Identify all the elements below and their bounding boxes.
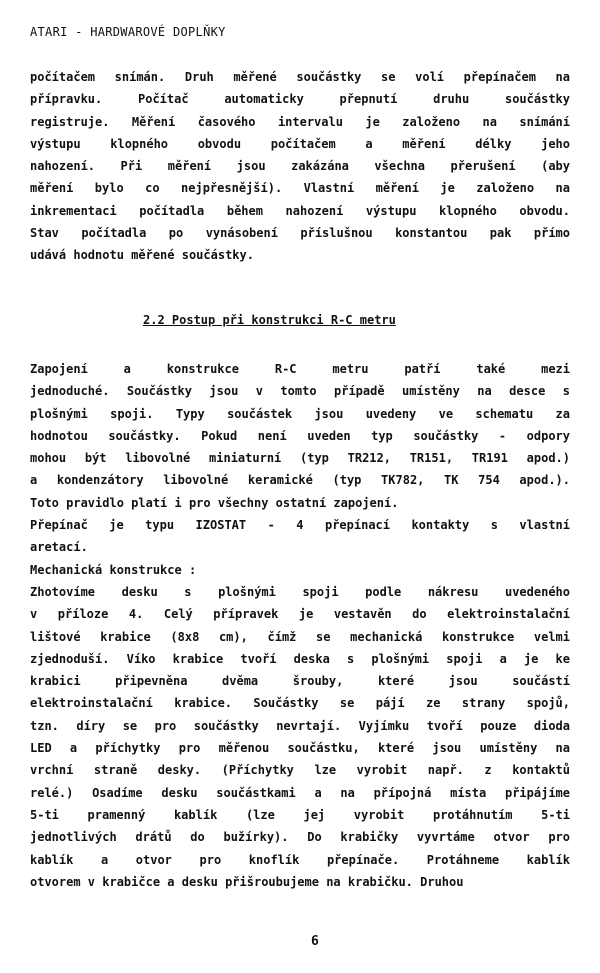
- text-line: Zhotovíme desku s plošnými spoji podle nákresu uvedeného: [30, 584, 570, 599]
- text-line: Mechanická konstrukce :: [30, 562, 197, 577]
- section-body: [30, 358, 570, 893]
- text-line: registruje. Měření časového intervalu je založeno na snímání: [30, 114, 570, 129]
- text-line: výstupu klopného obvodu počítačem a měření délky jeho: [30, 136, 570, 151]
- text-line: a kondenzátory libovolné keramické (typ TK782, TK 754 apod.).: [30, 473, 570, 488]
- text-line: 5-ti pramenný kablík (lze jej vyrobit protáhnutím 5-ti: [30, 807, 570, 822]
- running-header: ATARI - HARDWAROVÉ DOPLŇKY: [30, 25, 226, 39]
- section-heading: 2.2 Postup při konstrukci R-C metru: [143, 313, 396, 327]
- text-line: vrchní straně desky. (Příchytky lze vyrobit např. z kontaktů: [30, 763, 570, 778]
- text-line: Zapojení a konstrukce R-C metru patří také mezi: [30, 362, 570, 376]
- text-line: aretací.: [30, 540, 88, 555]
- text-line: kablík a otvor pro knoflík přepínače. Protáhneme kablík: [30, 852, 570, 867]
- text-line: v příloze 4. Celý přípravek je vestavěn do elektroinstalační: [30, 607, 570, 622]
- text-line: plošnými spoji. Typy součástek jsou uvedeny ve schematu za: [30, 406, 570, 421]
- text-line: jednotlivých drátů do bužírky). Do krabičky vyvrtáme otvor pro: [30, 830, 570, 845]
- text-line: Přepínač je typu IZOSTAT - 4 přepínací kontakty s vlastní: [30, 518, 570, 533]
- text-line: udává hodnotu měřené součástky.: [30, 248, 254, 263]
- text-line: relé.) Osadíme desku součástkami a na přípojná místa připájíme: [30, 785, 570, 800]
- text-line: přípravku. Počítač automaticky přepnutí druhu součástky: [30, 92, 570, 107]
- text-line: zjednoduší. Víko krabice tvoří deska s plošnými spoji a je ke: [30, 651, 570, 666]
- text-line: Stav počítadla po vynásobení příslušnou konstantou pak přímo: [30, 226, 570, 241]
- text-line: nahození. Při měření jsou zakázána všechna přerušení (aby: [30, 159, 570, 174]
- text-line: LED a příchytky pro měřenou součástku, které jsou umístěny na: [30, 741, 570, 756]
- text-line: inkrementaci počítadla během nahození výstupu klopného obvodu.: [30, 203, 570, 218]
- text-line: počítačem snímán. Druh měřené součástky se volí přepínačem na: [30, 70, 570, 84]
- text-line: jednoduché. Součástky jsou v tomto případě umístěny na desce s: [30, 384, 570, 399]
- intro-paragraph: [30, 66, 570, 267]
- text-line: lištové krabice (8x8 cm), čímž se mechanická konstrukce velmi: [30, 629, 570, 644]
- text-line: mohou být libovolné miniaturní (typ TR212, TR151, TR191 apod.): [30, 451, 570, 466]
- text-line: elektroinstalační krabice. Součástky se pájí ze strany spojů,: [30, 696, 570, 711]
- page-number: 6: [311, 934, 319, 949]
- text-line: hodnotou součástky. Pokud není uveden typ součástky - odpory: [30, 428, 570, 443]
- text-line: měření bylo co nejpřesnější). Vlastní měření je založeno na: [30, 181, 570, 196]
- text-line: krabici připevněna dvěma šrouby, které jsou součástí: [30, 674, 570, 689]
- text-line: otvorem v krabičce a desku přišroubujeme na krabičku. Druhou: [30, 874, 464, 889]
- text-line: Toto pravidlo platí i pro všechny ostatní zapojení.: [30, 495, 399, 510]
- text-line: tzn. díry se pro součástky nevrtají. Vyjímku tvoří pouze dioda: [30, 718, 570, 733]
